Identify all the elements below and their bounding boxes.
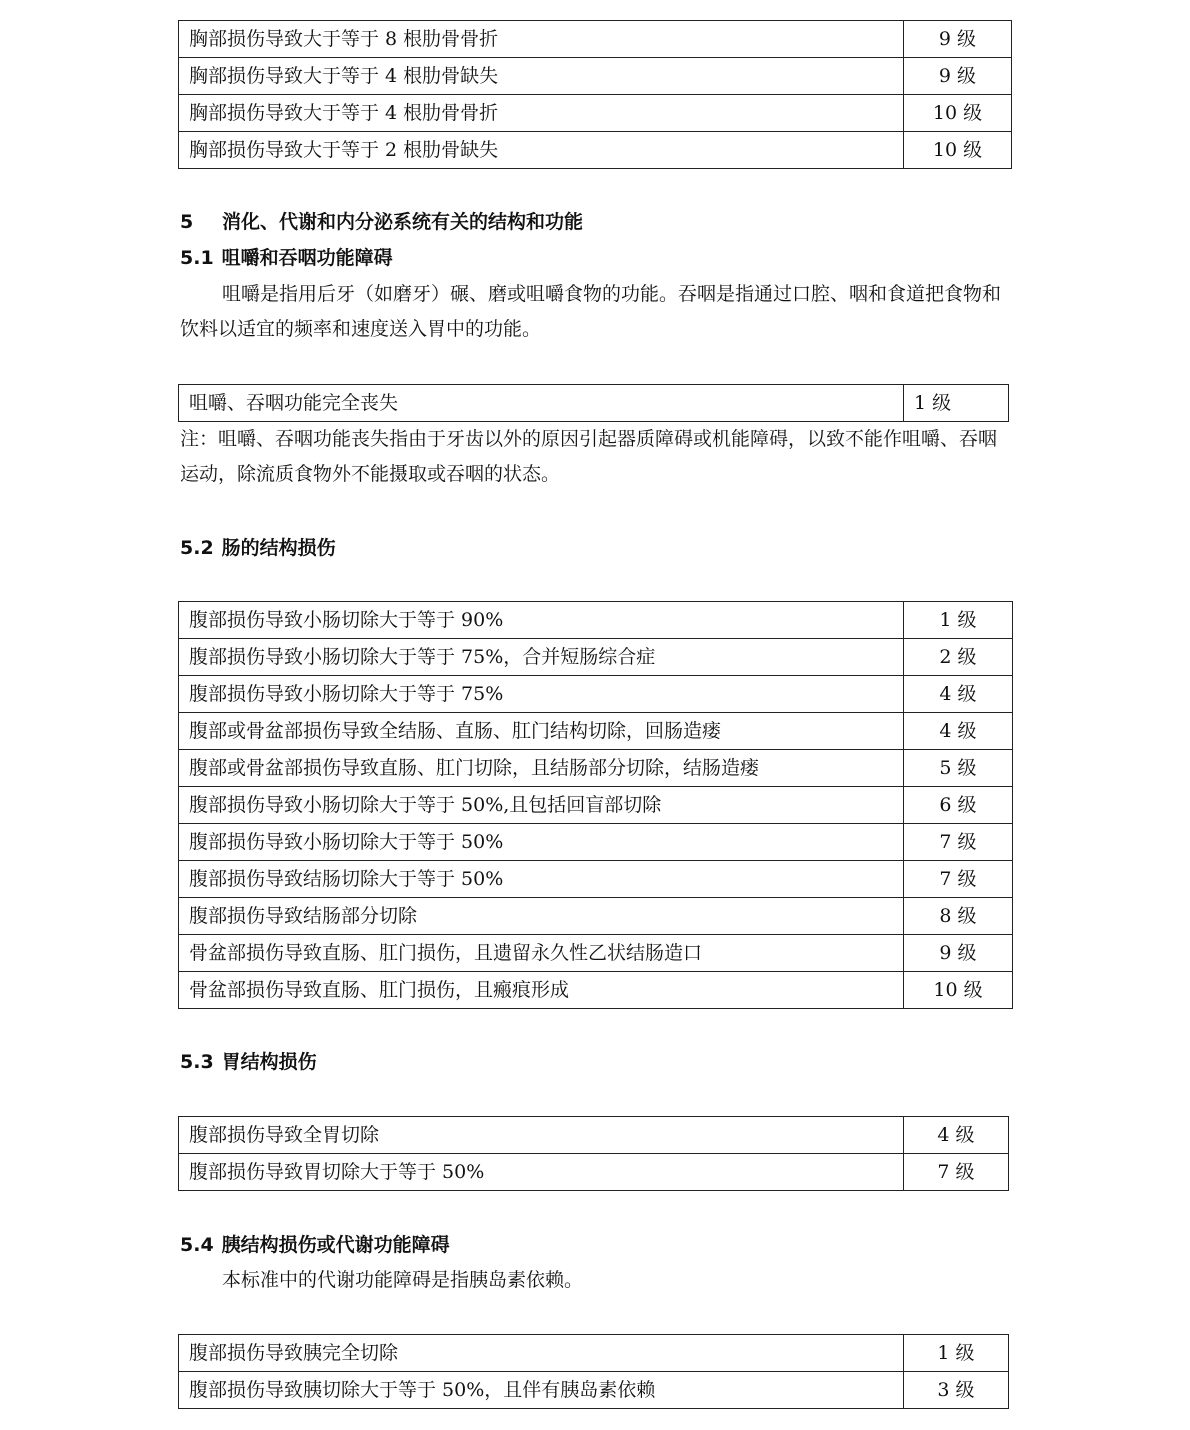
disability-grade: 1 级 <box>904 1335 1009 1372</box>
table-row <box>179 861 1013 898</box>
injury-description: 骨盆部损伤导致直肠、肛门损伤，且瘢痕形成 <box>179 972 904 1009</box>
stomach-injury-table <box>178 1116 1009 1191</box>
table-row <box>179 639 1013 676</box>
injury-description: 腹部损伤导致全胃切除 <box>179 1117 904 1154</box>
disability-grade: 4 级 <box>904 1117 1009 1154</box>
section-number: 5.3 <box>180 1051 214 1073</box>
table-row <box>179 972 1013 1009</box>
disability-grade: 2 级 <box>904 639 1013 676</box>
injury-description: 腹部损伤导致结肠切除大于等于 50% <box>179 861 904 898</box>
table-row <box>179 602 1013 639</box>
section-5-4-body: 本标准中的代谢功能障碍是指胰岛素依赖。 <box>222 1269 584 1291</box>
disability-grade: 10 级 <box>904 95 1012 132</box>
table-row <box>179 898 1013 935</box>
injury-description: 胸部损伤导致大于等于 2 根肋骨缺失 <box>179 132 904 169</box>
table-row <box>179 385 1009 422</box>
section-number: 5.4 <box>180 1234 214 1256</box>
injury-description: 腹部损伤导致小肠切除大于等于 50%,且包括回盲部切除 <box>179 787 904 824</box>
table-row <box>179 824 1013 861</box>
disability-grade: 9 级 <box>904 935 1013 972</box>
injury-description: 腹部或骨盆部损伤导致直肠、肛门切除，且结肠部分切除，结肠造瘘 <box>179 750 904 787</box>
pancreas-injury-table <box>178 1334 1009 1409</box>
section-5-1-body: 咀嚼是指用后牙（如磨牙）碾、磨或咀嚼食物的功能。吞咽是指通过口腔、咽和食道把食物和饮料以适宜的频率和速度送入胃中的功能。 <box>180 283 1002 340</box>
disability-grade: 1 级 <box>904 602 1013 639</box>
table-row <box>179 1154 1009 1191</box>
chest-injury-table <box>178 20 1012 169</box>
injury-description: 腹部损伤导致胃切除大于等于 50% <box>179 1154 904 1191</box>
disability-grade: 9 级 <box>904 58 1012 95</box>
table-row <box>179 935 1013 972</box>
section-title: 肠的结构损伤 <box>221 537 336 559</box>
disability-grade: 4 级 <box>904 676 1013 713</box>
injury-description: 腹部损伤导致小肠切除大于等于 50% <box>179 824 904 861</box>
table-row <box>179 787 1013 824</box>
section-number: 5 <box>180 211 194 233</box>
injury-description: 胸部损伤导致大于等于 4 根肋骨骨折 <box>179 95 904 132</box>
injury-description: 胸部损伤导致大于等于 4 根肋骨缺失 <box>179 58 904 95</box>
injury-description: 腹部损伤导致结肠部分切除 <box>179 898 904 935</box>
section-title: 咀嚼和吞咽功能障碍 <box>221 247 393 269</box>
injury-description: 胸部损伤导致大于等于 8 根肋骨骨折 <box>179 21 904 58</box>
table-row <box>179 1335 1009 1372</box>
section-5-heading <box>180 210 583 234</box>
injury-description: 骨盆部损伤导致直肠、肛门损伤，且遗留永久性乙状结肠造口 <box>179 935 904 972</box>
disability-grade: 10 级 <box>904 132 1012 169</box>
disability-grade: 3 级 <box>904 1372 1009 1409</box>
section-title: 消化、代谢和内分泌系统有关的结构和功能 <box>222 211 584 233</box>
section-5-1-heading <box>180 246 393 270</box>
chewing-swallowing-table <box>178 384 1009 422</box>
intestine-injury-table <box>178 601 1013 1009</box>
table-row <box>179 95 1012 132</box>
table-row <box>179 132 1012 169</box>
section-title: 胃结构损伤 <box>221 1051 317 1073</box>
injury-description: 咀嚼、吞咽功能完全丧失 <box>179 385 904 422</box>
section-number: 5.2 <box>180 537 214 559</box>
section-5-3-heading <box>180 1050 317 1074</box>
injury-description: 腹部损伤导致小肠切除大于等于 90% <box>179 602 904 639</box>
disability-grade: 10 级 <box>904 972 1013 1009</box>
injury-description: 腹部或骨盆部损伤导致全结肠、直肠、肛门结构切除，回肠造瘘 <box>179 713 904 750</box>
section-number: 5.1 <box>180 247 214 269</box>
injury-description: 腹部损伤导致小肠切除大于等于 75%，合并短肠综合症 <box>179 639 904 676</box>
table-row <box>179 58 1012 95</box>
section-5-4-heading <box>180 1233 450 1257</box>
disability-grade: 7 级 <box>904 824 1013 861</box>
table-row <box>179 1372 1009 1409</box>
injury-description: 腹部损伤导致小肠切除大于等于 75% <box>179 676 904 713</box>
disability-grade: 9 级 <box>904 21 1012 58</box>
section-5-2-heading <box>180 536 336 560</box>
disability-grade: 1 级 <box>904 385 1009 422</box>
table-row <box>179 713 1013 750</box>
injury-description: 腹部损伤导致胰切除大于等于 50%，且伴有胰岛素依赖 <box>179 1372 904 1409</box>
table-row <box>179 750 1013 787</box>
disability-grade: 4 级 <box>904 713 1013 750</box>
injury-description: 腹部损伤导致胰完全切除 <box>179 1335 904 1372</box>
disability-grade: 7 级 <box>904 1154 1009 1191</box>
disability-grade: 8 级 <box>904 898 1013 935</box>
section-title: 胰结构损伤或代谢功能障碍 <box>221 1234 450 1256</box>
disability-grade: 7 级 <box>904 861 1013 898</box>
table-row <box>179 1117 1009 1154</box>
disability-grade: 5 级 <box>904 750 1013 787</box>
disability-grade: 6 级 <box>904 787 1013 824</box>
section-5-1-note: 注：咀嚼、吞咽功能丧失指由于牙齿以外的原因引起器质障碍或机能障碍，以致不能作咀嚼、吞咽运动，除流质食物外不能摄取或吞咽的状态。 <box>180 428 998 485</box>
table-row <box>179 21 1012 58</box>
table-row <box>179 676 1013 713</box>
